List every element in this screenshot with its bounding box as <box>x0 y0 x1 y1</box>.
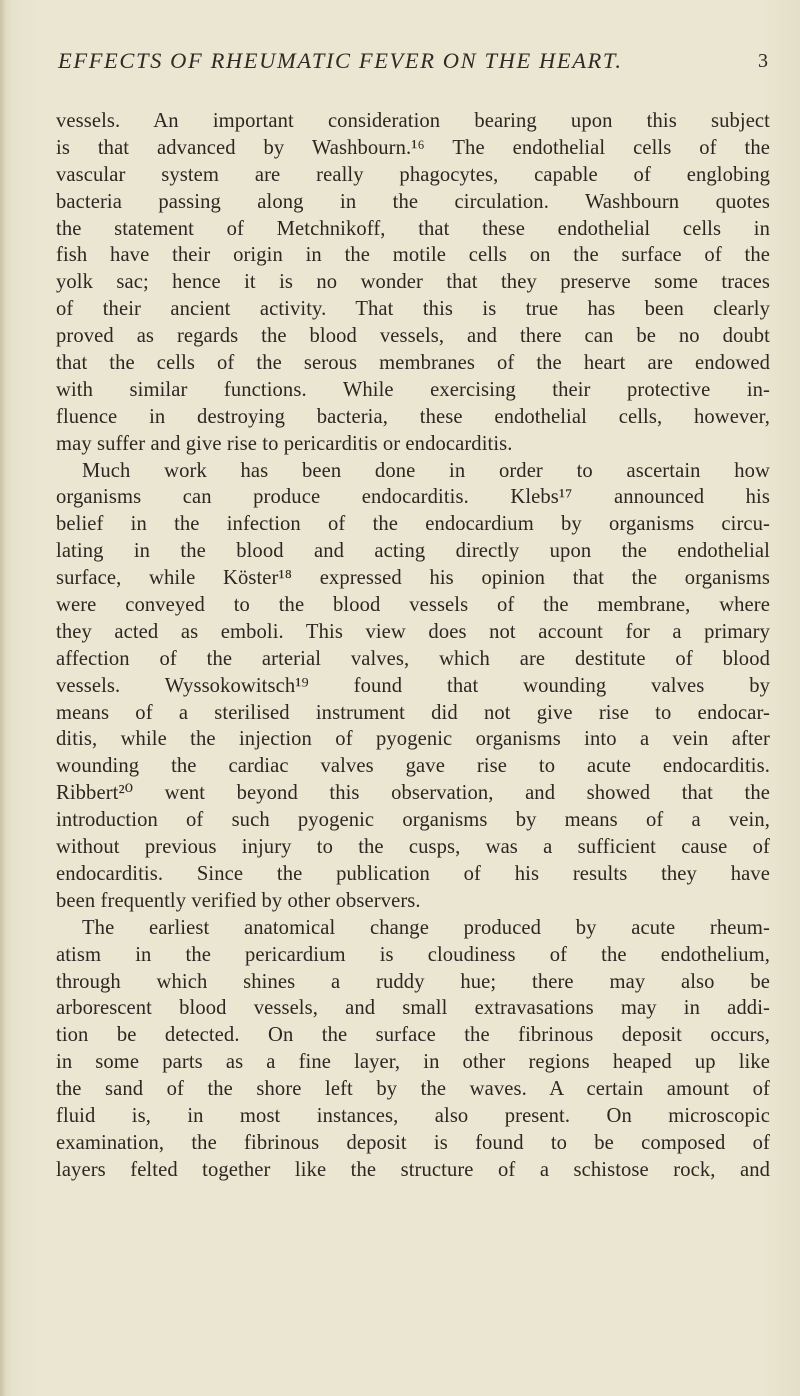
text-line: the sand of the shore left by the waves. A certain amount of <box>56 1078 770 1101</box>
text-line: bacteria passing along in the circulation. Washbourn quotes <box>56 190 770 213</box>
text-line: they acted as emboli. This view does not account for a primary <box>56 620 770 643</box>
text-line: vascular system are really phagocytes, capable of englobing <box>56 163 770 186</box>
text-line: fluence in destroying bacteria, these endothelial cells, however, <box>56 405 770 428</box>
paragraph-start-line: Much work has been done in order to ascertain how <box>82 459 770 482</box>
page-number: 3 <box>758 50 768 72</box>
paragraph-end-line: been frequently verified by other observers. <box>56 889 421 912</box>
text-line: organisms can produce endocarditis. Klebs¹⁷ announced his <box>56 486 770 509</box>
binding-edge <box>0 0 6 1396</box>
text-line: surface, while Köster¹⁸ expressed his opinion that the organisms <box>56 567 770 590</box>
text-line: fish have their origin in the motile cells on the surface of the <box>56 244 770 267</box>
text-line: that the cells of the serous membranes of the heart are endowed <box>56 352 770 375</box>
text-line: the statement of Metchnikoff, that these endothelial cells in <box>56 217 770 240</box>
text-line: with similar functions. While exercising their protective in- <box>56 378 770 401</box>
text-line: were conveyed to the blood vessels of the membrane, where <box>56 594 770 617</box>
text-line: vessels. An important consideration bearing upon this subject <box>56 110 770 132</box>
paragraph-start-line: The earliest anatomical change produced by acute rheum- <box>82 916 770 939</box>
text-line: atism in the pericardium is cloudiness of the endothelium, <box>56 943 770 966</box>
body-text <box>56 108 770 1184</box>
text-line: lating in the blood and acting directly upon the endothelial <box>56 540 770 563</box>
text-line: means of a sterilised instrument did not give rise to endocar- <box>56 701 770 724</box>
paragraph-end-line: may suffer and give rise to pericarditis or endocarditis. <box>56 432 513 455</box>
text-line: arborescent blood vessels, and small extravasations may in addi- <box>56 997 770 1020</box>
text-line: through which shines a ruddy hue; there may also be <box>56 970 770 993</box>
text-line: yolk sac; hence it is no wonder that they preserve some traces <box>56 271 770 294</box>
text-line: affection of the arterial valves, which are destitute of blood <box>56 647 770 670</box>
text-line: fluid is, in most instances, also present. On microscopic <box>56 1104 770 1127</box>
text-line: without previous injury to the cusps, was a sufficient cause of <box>56 836 770 859</box>
text-line: introduction of such pyogenic organisms by means of a vein, <box>56 809 770 832</box>
text-line: examination, the fibrinous deposit is found to be composed of <box>56 1131 770 1154</box>
text-line: wounding the cardiac valves gave rise to acute endocarditis. <box>56 755 770 778</box>
text-line: in some parts as a fine layer, in other regions heaped up like <box>56 1051 770 1074</box>
text-line: proved as regards the blood vessels, and there can be no doubt <box>56 325 770 348</box>
text-line: ditis, while the injection of pyogenic organisms into a vein after <box>56 728 770 751</box>
text-line: belief in the infection of the endocardium by organisms circu- <box>56 513 770 536</box>
text-line: vessels. Wyssokowitsch¹⁹ found that wounding valves by <box>56 674 770 697</box>
text-line: Ribbert²⁰ went beyond this observation, and showed that the <box>56 782 770 805</box>
text-line: endocarditis. Since the publication of his results they have <box>56 862 770 885</box>
running-head <box>58 48 768 82</box>
text-line: layers felted together like the structure of a schistose rock, and <box>56 1158 770 1181</box>
text-line: tion be detected. On the surface the fibrinous deposit occurs, <box>56 1024 770 1047</box>
text-line: of their ancient activity. That this is true has been clearly <box>56 298 770 321</box>
running-title: EFFECTS OF RHEUMATIC FEVER ON THE HEART. <box>58 48 623 73</box>
text-line: is that advanced by Washbourn.¹⁶ The endothelial cells of the <box>56 136 770 159</box>
